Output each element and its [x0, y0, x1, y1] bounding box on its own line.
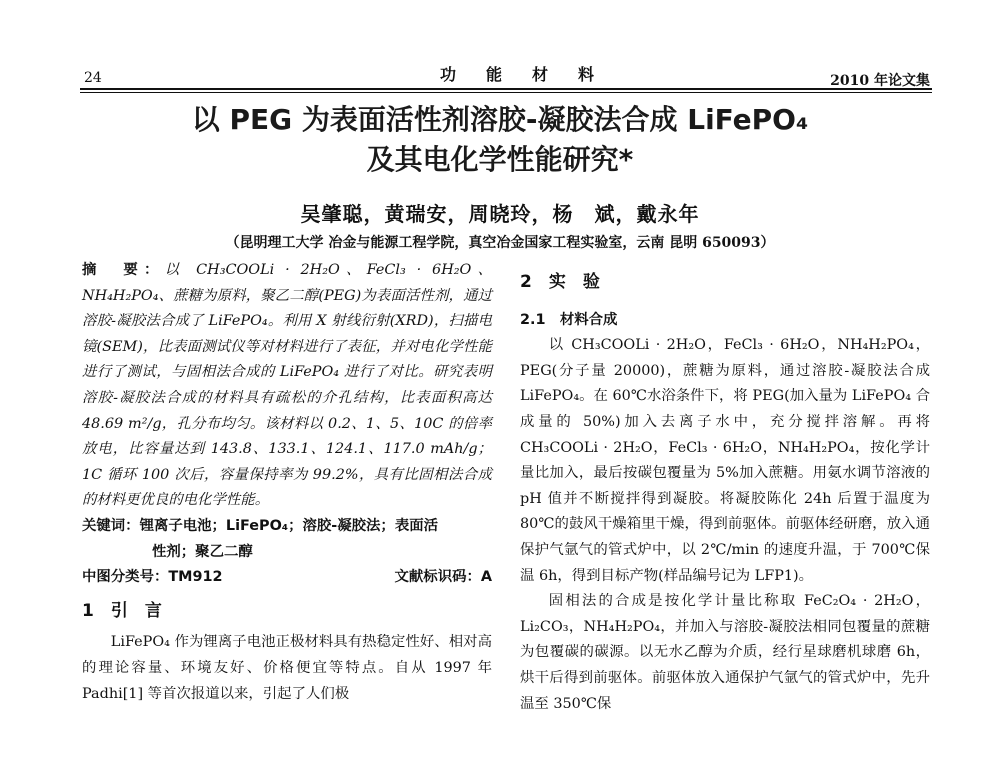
- intro-heading: 1 引 言: [82, 600, 162, 621]
- affiliation: （昆明理工大学 冶金与能源工程学院，真空冶金国家工程实验室，云南 昆明 650093）: [225, 235, 775, 251]
- left-column: [82, 258, 492, 707]
- keywords: [82, 514, 492, 540]
- author-list: 吴肇聪，黄瑞安，周晓玲，杨 斌，戴永年: [300, 202, 700, 226]
- keywords-line-1: 锂离子电池；LiFePO₄；溶胶-凝胶法；表面活: [139, 517, 438, 534]
- page-number: 24: [84, 70, 102, 86]
- synthesis-paragraph-1: 以 CH₃COOLi · 2H₂O，FeCl₃ · 6H₂O，NH₄H₂PO₄，PEG(分子量 20000)，蔗糖为原料，通过溶胶-凝胶法合成 LiFePO₄。在 60℃水浴条件下，将 PEG(加入量为 LiFePO₄ 合成量的 50%)加入去离子水中，充分搅拌溶解。再将 CH₃COOLi · 2H₂O，FeCl₃ · 6H₂O，NH₄H₂PO₄，按化学计量比加入，最后按碳包覆量为 5%加入蔗糖。用氨水调节溶液的 pH 值并不断搅拌得到凝胶。将凝胶陈化 24h 后置于温度为 80℃的鼓风干燥箱里干燥，得到前驱体。前驱体经研磨，放入通保护气氩气的管式炉中，以 2℃/min 的速度升温，于 700℃保温 6h，得到目标产物(样品编号记为 LFP1)。: [520, 337, 930, 584]
- classification-row: [82, 565, 492, 591]
- keywords-label: 关键词：: [82, 517, 140, 534]
- experiment-heading: 2 实 验: [520, 272, 600, 292]
- abstract: [82, 258, 492, 514]
- abstract-label: 摘 要：: [82, 262, 165, 278]
- issue-label: 2010 年论文集: [830, 73, 930, 89]
- paper-title-line-1: 以 PEG 为表面活性剂溶胶-凝胶法合成 LiFePO₄: [191, 103, 809, 136]
- journal-name: 功能材料: [440, 65, 625, 84]
- intro-paragraph: LiFePO₄ 作为锂离子电池正极材料具有热稳定性好、相对高的理论容量、环境友好、价格便宜等特点。自从 1997 年 Padhi[1] 等首次报道以来，引起了人们极: [82, 634, 492, 702]
- header-rule: [80, 88, 932, 93]
- synthesis-paragraph-2: 固相法的合成是按化学计量比称取 FeC₂O₄ · 2H₂O，Li₂CO₃，NH₄H₂PO₄，并加入与溶胶-凝胶法相同包覆量的蔗糖为包覆碳的碳源。以无水乙醇为介质，经行星球磨机球磨 6h，烘干后得到前驱体。前驱体放入通保护气氩气的管式炉中，先升温至 350℃保: [520, 593, 930, 712]
- keywords-line-2: 性剂；聚乙二醇: [152, 543, 253, 560]
- clc-number: 中图分类号：TM912: [82, 569, 223, 586]
- document-code: 文献标识码：A: [394, 569, 492, 586]
- paper-title-line-2: 及其电化学性能研究*: [366, 143, 634, 176]
- synthesis-subheading: 2.1 材料合成: [520, 311, 618, 328]
- abstract-text: 以 CH₃COOLi · 2H₂O、FeCl₃ · 6H₂O、NH₄H₂PO₄、蔗糖为原料，聚乙二醇(PEG)为表面活性剂，通过溶胶-凝胶法合成了 LiFePO₄。利用 X 射线衍射(XRD)，扫描电镜(SEM)，比表面测试仪等对材料进行了表征，并对电化学性能进行了测试，与固相法合成的 LiFePO₄ 进行了对比。研究表明溶胶-凝胶法合成的材料具有疏松的介孔结构，比表面积高达48.69 m²/g，孔分布均匀。该材料以 0.2、1、5、10C 的倍率放电，比容量达到 143.8、133.1、124.1、117.0 mAh/g；1C 循环 100 次后，容量保持率为 99.2%，具有比固相法合成的材料更优良的电化学性能。: [82, 262, 492, 509]
- right-column: [520, 270, 930, 717]
